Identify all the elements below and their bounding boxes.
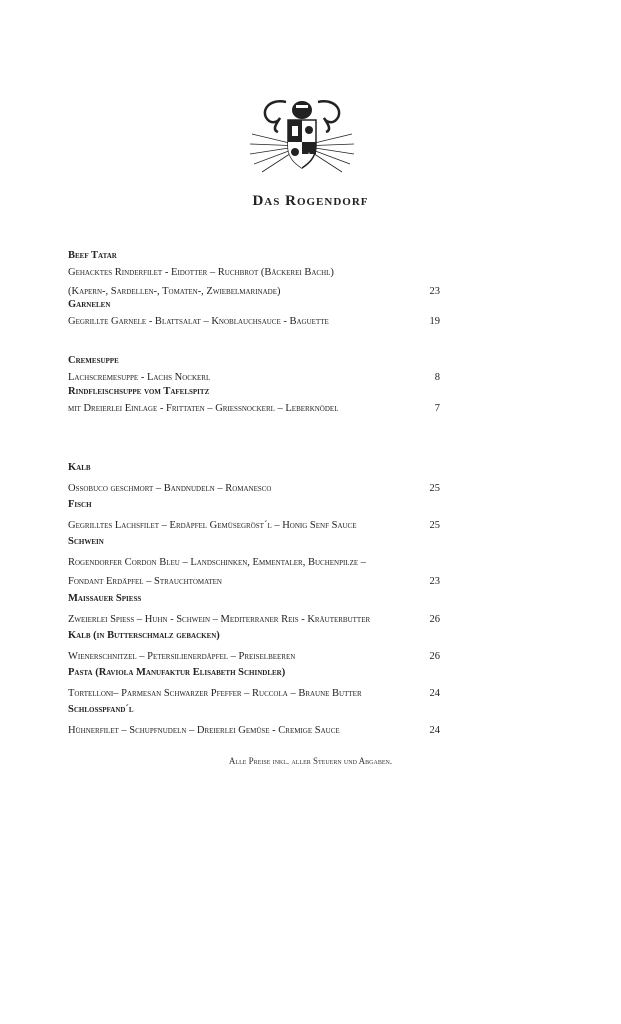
dish-description xyxy=(68,283,440,299)
dish-price: 24 xyxy=(429,724,440,736)
dish-description xyxy=(68,517,440,533)
dish-price: 25 xyxy=(429,482,440,494)
dish-heading: Schlosspfand´l xyxy=(68,704,134,715)
dish-price: 19 xyxy=(429,315,440,327)
dish-description xyxy=(68,554,440,570)
coat-of-arms-logo xyxy=(248,94,356,186)
price-footnote: Alle Preise inkl. aller Steuern und Abgaben. xyxy=(228,756,393,766)
dish-price: 26 xyxy=(429,613,440,625)
dish-heading: Schwein xyxy=(68,536,104,547)
dish-description-text: Lachscremesuppe - Lachs Nockerl xyxy=(68,371,211,383)
dish-heading: Pasta (Raviola Manufaktur Elisabeth Schindler) xyxy=(68,667,286,678)
dish-price: 7 xyxy=(434,402,440,414)
dish-description-text: Ossobuco geschmort – Bandnudeln – Romanesco xyxy=(68,482,272,494)
dish-description-text: Wienerschnitzel – Petersilienerdäpfel – Preiselbeeren xyxy=(68,650,296,662)
dish-description xyxy=(68,264,440,280)
dish-heading: Kalb (in Butterschmalz gebacken) xyxy=(68,630,220,641)
dish-heading: Kalb xyxy=(68,462,91,473)
dish-description xyxy=(68,573,440,589)
dish-description xyxy=(68,611,440,627)
dish-heading: Rindfleischsuppe vom Tafelspitz xyxy=(68,386,210,397)
dish-heading: Maissauer Spiess xyxy=(68,593,142,604)
dish-description xyxy=(68,722,440,738)
dish-description-text: Hühnerfilet – Schupfnudeln – Dreierlei Gemüse - Cremige Sauce xyxy=(68,724,340,736)
dish-price: 25 xyxy=(429,519,440,531)
dish-description xyxy=(68,400,440,416)
dish-description-text: Rogendorfer Cordon Bleu – Landschinken, Emmentaler, Buchenpilze – xyxy=(68,556,367,568)
dish-heading: Fisch xyxy=(68,499,92,510)
dish-description-text: Tortelloni– Parmesan Schwarzer Pfeffer – Ruccola – Braune Butter xyxy=(68,687,362,699)
dish-price: 8 xyxy=(434,371,440,383)
dish-description xyxy=(68,648,440,664)
dish-description-text: Gehacktes Rinderfilet - Eidotter – Ruchbrot (Bäckerei Bachl) xyxy=(68,266,334,278)
dish-price: 23 xyxy=(429,575,440,587)
dish-price: 26 xyxy=(429,650,440,662)
dish-description-text: Zweierlei Spiess – Huhn - Schwein – Mediterraner Reis - Kräuterbutter xyxy=(68,613,371,625)
dish-description-text: (Kapern-, Sardellen-, Tomaten-, Zwiebelmarinade) xyxy=(68,285,281,297)
dish-heading: Cremesuppe xyxy=(68,355,119,366)
dish-description-text: mit Dreierlei Einlage - Frittaten – Griessnockerl – Leberknödel xyxy=(68,402,339,414)
dish-description xyxy=(68,369,440,385)
dish-heading: Garnelen xyxy=(68,299,111,310)
dish-price: 24 xyxy=(429,687,440,699)
dish-description xyxy=(68,480,440,496)
dish-heading: Beef Tatar xyxy=(68,250,117,261)
dish-description xyxy=(68,313,440,329)
dish-price: 23 xyxy=(429,285,440,297)
coat-of-arms-icon xyxy=(248,94,356,186)
restaurant-name: Das Rogendorf xyxy=(252,193,369,209)
dish-description-text: Gegrillte Garnele - Blattsalat – Knoblauchsauce - Baguette xyxy=(68,315,329,327)
dish-description xyxy=(68,685,440,701)
dish-description-text: Gegrilltes Lachsfilet – Erdäpfel Gemüsegröst´l – Honig Senf Sauce xyxy=(68,519,357,531)
dish-description-text: Fondant Erdäpfel – Strauchtomaten xyxy=(68,575,222,587)
